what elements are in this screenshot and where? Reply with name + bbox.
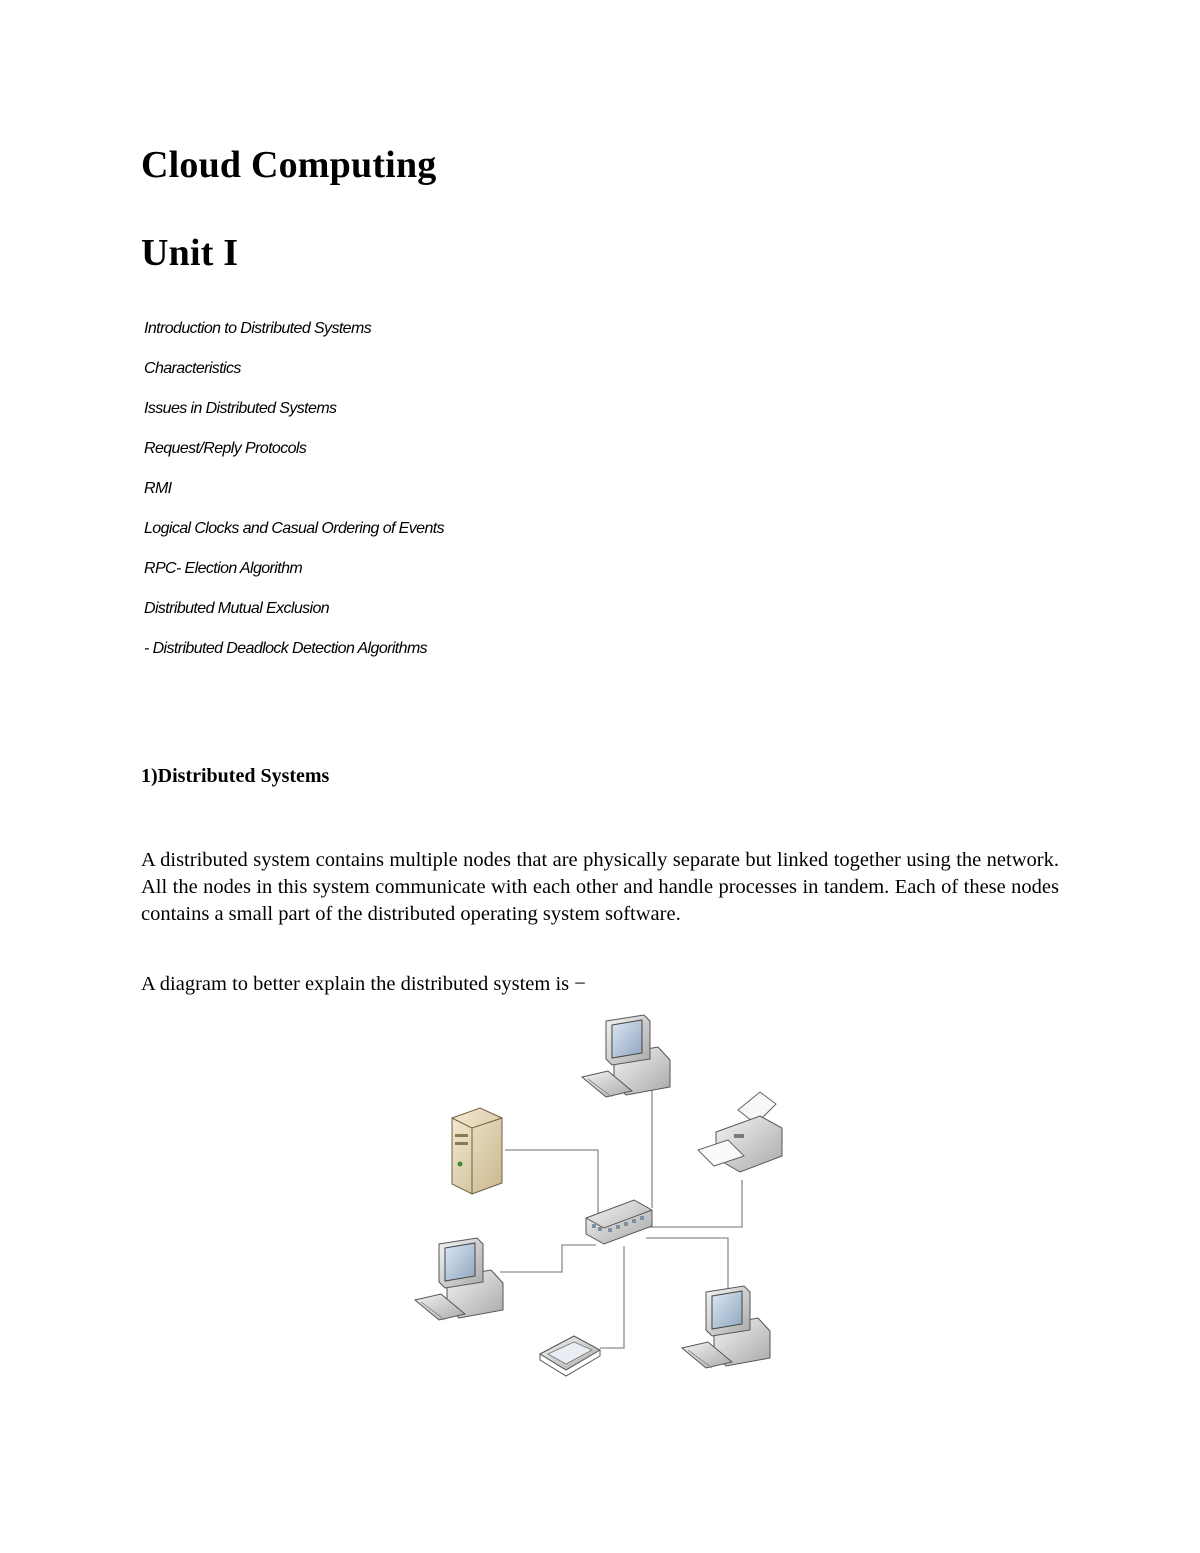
topic-item: Distributed Mutual Exclusion	[144, 600, 330, 617]
section-paragraph: A distributed system contains multiple nodes that are physically separate but linked together using the network. All the nodes in this system communicate with each other and handle processes in tandem. Each of these nodes contains a small part of the distributed operating system software.	[141, 849, 1059, 925]
computer-icon	[582, 1015, 670, 1097]
server-icon	[452, 1108, 502, 1194]
unit-title: Unit I	[141, 232, 239, 274]
section-heading: 1)Distributed Systems	[141, 765, 330, 787]
topic-item: RPC- Election Algorithm	[144, 560, 303, 577]
printer-icon	[698, 1092, 782, 1172]
topic-item: Introduction to Distributed Systems	[144, 320, 372, 337]
scanner-icon	[540, 1336, 600, 1376]
computer-icon	[682, 1286, 770, 1368]
network-switch-icon	[586, 1200, 652, 1244]
topic-item: Logical Clocks and Casual Ordering of Events	[144, 520, 444, 537]
document-title: Cloud Computing	[141, 144, 437, 186]
diagram-intro: A diagram to better explain the distributed system is −	[141, 973, 586, 995]
topic-item: RMI	[144, 480, 172, 497]
topic-item: Request/Reply Protocols	[144, 440, 307, 457]
topic-item: Characteristics	[144, 360, 241, 377]
topic-item: - Distributed Deadlock Detection Algorithms	[144, 640, 428, 657]
topic-item: Issues in Distributed Systems	[144, 400, 337, 417]
topic-list	[144, 318, 444, 678]
network-diagram	[410, 1010, 790, 1385]
computer-icon	[415, 1238, 503, 1320]
